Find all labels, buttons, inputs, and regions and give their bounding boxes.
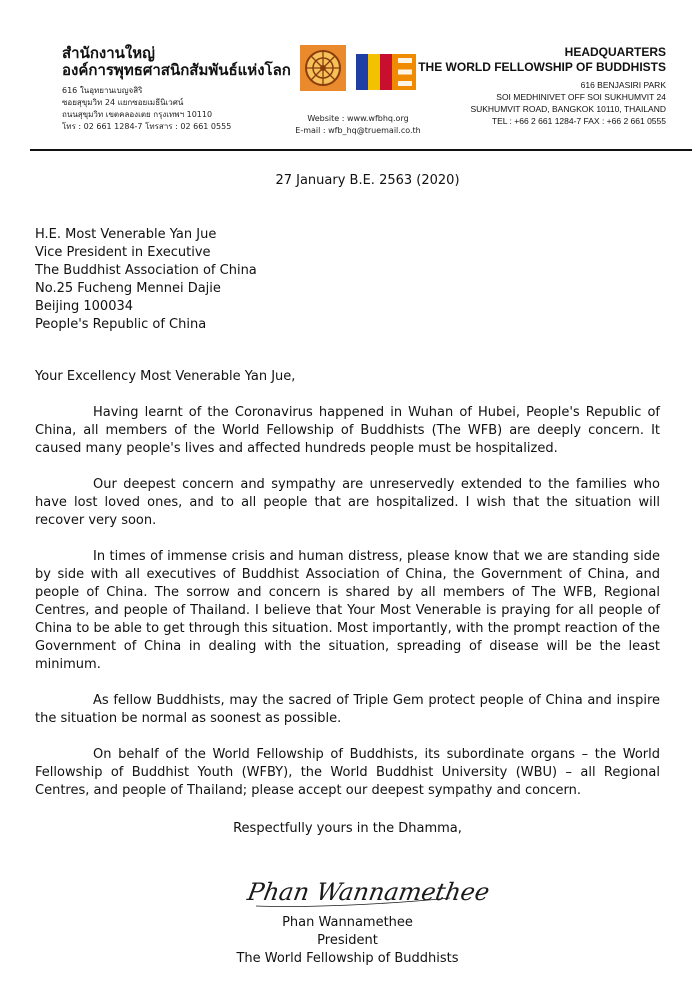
salutation: Your Excellency Most Venerable Yan Jue,: [35, 369, 296, 384]
thai-title-organization: องค์การพุทธศาสนิกสัมพันธ์แห่งโลก: [62, 61, 291, 79]
closing: Respectfully yours in the Dhamma,: [233, 821, 462, 836]
recipient-line: The Buddhist Association of China: [35, 263, 257, 278]
recipient-address: [35, 226, 660, 334]
recipient-line: No.25 Fucheng Mennei Dajie: [35, 281, 221, 296]
thai-address-line: ซอยสุขุมวิท 24 แยกซอยเมธีนิเวศน์: [62, 98, 184, 107]
thai-title-headquarters: สำนักงานใหญ่: [62, 44, 155, 62]
hq-label: HEADQUARTERS: [564, 45, 666, 59]
english-letterhead: [366, 45, 666, 127]
recipient-line: People's Republic of China: [35, 317, 207, 332]
svg-text:Phan Wannamethee: Phan Wannamethee: [245, 878, 492, 906]
paragraph: Our deepest concern and sympathy are unreservedly extended to the families who have lost loved ones, and to all people that are hospitalized. I wish that the situation will recover very soon.: [35, 477, 660, 528]
english-address-line: TEL : +66 2 661 1284-7 FAX : +66 2 661 0555: [491, 116, 666, 126]
thai-address-line: ถนนสุขุมวิท เขตคลองเตย กรุงเทพฯ 10110: [62, 110, 213, 119]
handwritten-signature: [245, 868, 492, 912]
paragraph: Having learnt of the Coronavirus happened in Wuhan of Hubei, People's Republic of China, all members of the World Fellowship of Buddhists (The WFB) are deeply concern. It caused many people's lives and affected hundreds people must be hospitalized.: [35, 405, 660, 456]
paragraph: As fellow Buddhists, may the sacred of Triple Gem protect people of China and inspire the situation be normal as soonest as possible.: [35, 693, 660, 726]
thai-address-line: 616 ในอุทยานเบญจสิริ: [62, 86, 143, 95]
english-address-line: 616 BENJASIRI PARK: [580, 80, 666, 90]
recipient-line: Vice President in Executive: [35, 245, 211, 260]
english-address: [366, 79, 666, 127]
thai-letterhead: [62, 45, 292, 133]
paragraph: On behalf of the World Fellowship of Buddhists, its subordinate organs – the World Fellowship of Buddhist Youth (WFBY), the World Buddhist University (WBU) – all Regional Centres, and people of Thailand; please accept our deepest sympathy and concern.: [35, 747, 660, 798]
english-address-line: SOI MEDHINIVET OFF SOI SUKHUMVIT 24: [496, 92, 666, 102]
letter-body: [35, 172, 660, 838]
website-text: Website : www.wfbhq.org: [307, 114, 409, 123]
signer-organization: The World Fellowship of Buddhists: [236, 951, 459, 966]
recipient-line: Beijing 100034: [35, 299, 134, 314]
signer-name: Phan Wannamethee: [282, 915, 413, 930]
org-name: THE WORLD FELLOWSHIP OF BUDDHISTS: [418, 60, 666, 74]
letter-date: 27 January B.E. 2563 (2020): [275, 173, 460, 188]
letterhead: [0, 0, 696, 150]
signer-block: [220, 914, 475, 968]
thai-address-line: โทร : 02 661 1284-7 โทรสาร : 02 661 0555: [62, 122, 232, 131]
signer-title: President: [317, 933, 378, 948]
letterhead-divider: [30, 149, 692, 151]
dharma-wheel-logo-icon: [300, 45, 346, 91]
recipient-line: H.E. Most Venerable Yan Jue: [35, 227, 217, 242]
email-text: E-mail : wfb_hq@truemail.co.th: [295, 126, 421, 135]
paragraph: In times of immense crisis and human distress, please know that we are standing side by side with all executives of Buddhist Association of China, the Government of China, and people of China. The sorrow and concern is shared by all members of The WFB, Regional Centres, and people of Thailand. I believe that Your Most Venerable is praying for all people of China to be able to get through this situation. Most importantly, with the prompt reaction of the Government of China in dealing with the situation, spreading of disease will be the least minimum.: [35, 549, 660, 672]
thai-address: [62, 85, 292, 133]
english-address-line: SUKHUMVIT ROAD, BANGKOK 10110, THAILAND: [470, 104, 666, 114]
